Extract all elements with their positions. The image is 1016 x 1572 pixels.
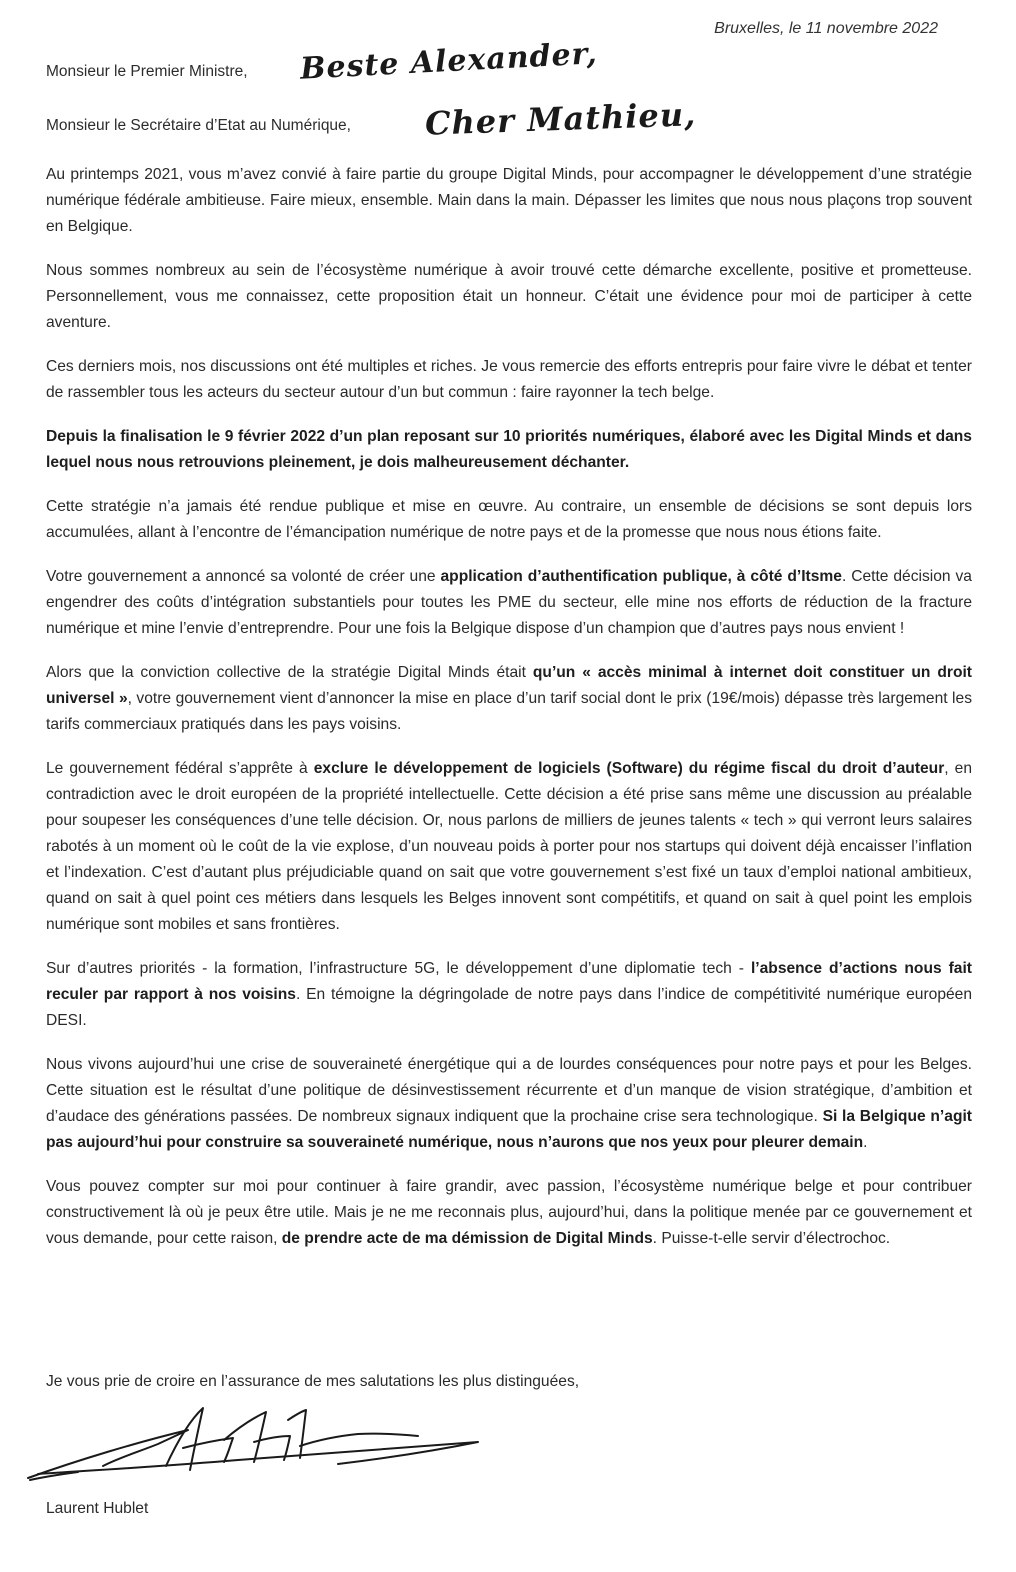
- signer-name: Laurent Hublet: [46, 1500, 149, 1517]
- salutation-prime-minister: Monsieur le Premier Ministre,: [46, 63, 248, 80]
- paragraph-4-bold: Depuis la finalisation le 9 février 2022 d’un plan reposant sur 10 priorités numériques, élaboré avec les Digital Minds et dans lequel nous nous retrouvions pleinement, je dois malheureusement déchanter.: [46, 428, 972, 471]
- paragraph-7: Alors que la conviction collective de la stratégie Digital Minds était qu’un « accès minimal à internet doit constituer un droit universel », votre gouvernement vient d’annoncer la mise en place d’un tarif social dont le prix (19€/mois) dépasse très largement les tarifs commerciaux pratiqués dans les pays voisins.: [46, 664, 972, 733]
- paragraph-6: Votre gouvernement a annoncé sa volonté de créer une application d’authentification publique, à côté d’Itsme. Cette décision va engendrer des coûts d’intégration substantiels pour toutes les PME du secteur, elle mine nos efforts de réduction de la fracture numérique et mine l’envie d’entreprendre. Pour une fois la Belgique dispose d’un champion que d’autres pays nous envient !: [46, 568, 972, 637]
- handwritten-greeting-mathieu: Cher Mathieu,: [424, 95, 697, 143]
- paragraph-11: Vous pouvez compter sur moi pour continuer à faire grandir, avec passion, l’écosystème numérique belge et pour contribuer constructivement là où je peux être utile. Mais je ne me reconnais plus, aujourd’hui, dans la politique menée par ce gouvernement et vous demande, pour cette raison, de prendre acte de ma démission de Digital Minds. Puisse-t-elle servir d’électrochoc.: [46, 1178, 972, 1247]
- paragraph-9: Sur d’autres priorités - la formation, l’infrastructure 5G, le développement d’une diplomatie tech - l’absence d’actions nous fait reculer par rapport à nos voisins. En témoigne la dégringolade de notre pays dans l’indice de compétitivité numérique européen DESI.: [46, 960, 973, 1029]
- paragraph-5: Cette stratégie n’a jamais été rendue publique et mise en œuvre. Au contraire, un ensemble de décisions se sont depuis lors accumulées, allant à l’encontre de l’émancipation numérique de notre pays et de la promesse que nous nous étions faite.: [46, 498, 972, 541]
- salutation-secretary-of-state: Monsieur le Secrétaire d’Etat au Numérique,: [46, 117, 351, 134]
- paragraph-8: Le gouvernement fédéral s’apprête à exclure le développement de logiciels (Software) du régime fiscal du droit d’auteur, en contradiction avec le droit européen de la propriété intellectuelle. Cette décision a été prise sans même une discussion au préalable pour soupeser les conséquences d’une telle décision. Or, nous parlons de milliers de jeunes talents « tech » qui verront leurs salaires rabotés à un moment où le coût de la vie explose, d’un nouveau poids à porter pour nos startups qui doivent déjà encaisser l’inflation et l’indexation. C’est d’autant plus préjudiciable quand on sait que votre gouvernement s’est fixé un taux d’emploi national ambitieux, quand on sait à quel point ces métiers dans lesquels les Belges innovent sont compétitifs, et quand on sait à quel point les emplois numérique sont mobiles et sans frontières.: [46, 760, 972, 933]
- paragraph-1: Au printemps 2021, vous m’avez convié à faire partie du groupe Digital Minds, pour accompagner le développement d’une stratégie numérique fédérale ambitieuse. Faire mieux, ensemble. Main dans la main. Dépasser les limites que nous nous plaçons trop souvent en Belgique.: [46, 166, 972, 235]
- letter-date: Bruxelles, le 11 novembre 2022: [714, 20, 938, 37]
- handwritten-signature: [18, 1400, 498, 1490]
- handwritten-greeting-alexander: Beste Alexander,: [299, 36, 599, 87]
- letter-body: [46, 162, 972, 1270]
- closing-formula: Je vous prie de croire en l’assurance de mes salutations les plus distinguées,: [46, 1373, 580, 1390]
- paragraph-10: Nous vivons aujourd’hui une crise de souveraineté énergétique qui a de lourdes conséquences pour notre pays et pour les Belges. Cette situation est le résultat d’une politique de désinvestissement récurrente et d’un manque de vision stratégique, d’ambition et d’audace des générations passées. De nombreux signaux indiquent que la prochaine crise sera technologique. Si la Belgique n’agit pas aujourd’hui pour construire sa souveraineté numérique, nous n’aurons que nos yeux pour pleurer demain.: [46, 1056, 972, 1151]
- paragraph-3: Ces derniers mois, nos discussions ont été multiples et riches. Je vous remercie des efforts entrepris pour faire vivre le débat et tenter de rassembler tous les acteurs du secteur autour d’un but commun : faire rayonner la tech belge.: [46, 358, 972, 401]
- paragraph-4: [46, 424, 972, 476]
- paragraph-2: Nous sommes nombreux au sein de l’écosystème numérique à avoir trouvé cette démarche excellente, positive et prometteuse. Personnellement, vous me connaissez, cette proposition était un honneur. C’était une évidence pour moi de participer à cette aventure.: [46, 262, 972, 331]
